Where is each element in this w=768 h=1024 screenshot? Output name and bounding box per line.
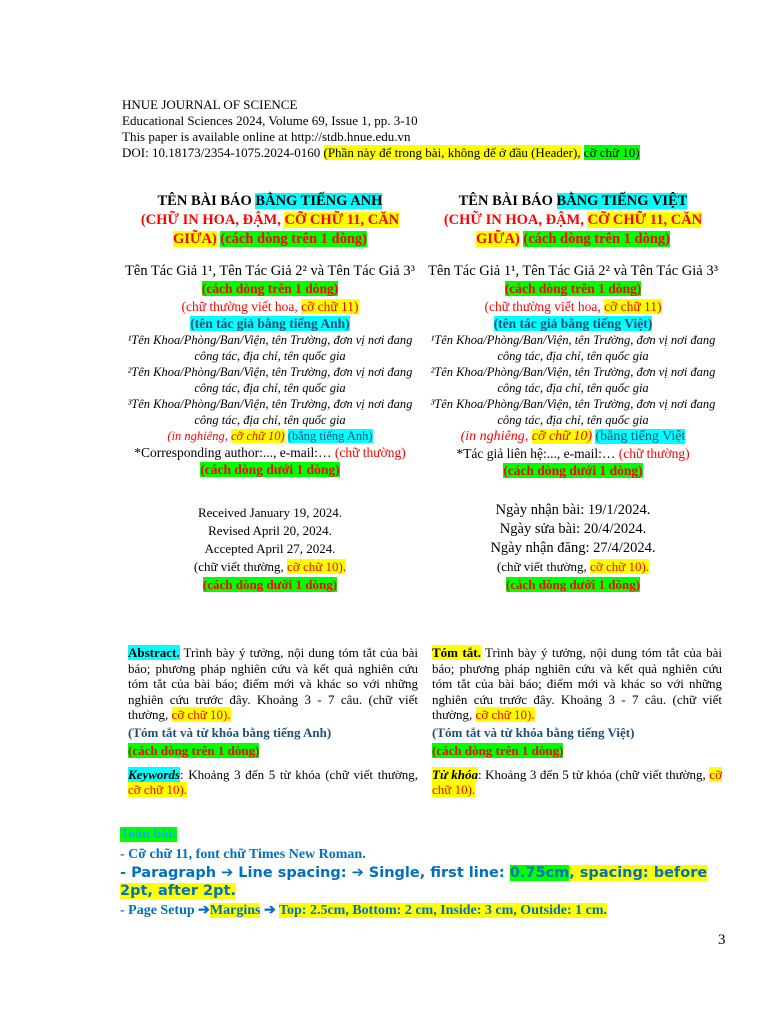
title-size: CỠ CHỮ 11, CĂN GIỮA) [172,212,400,247]
affiliation-lang: (bằng tiếng Việt [595,429,686,444]
title-text: TÊN BÀI BÁO [458,193,553,209]
authors-size: cỡ chữ 11) [604,299,662,314]
space-below-line [125,461,415,478]
dates-format-line [125,558,415,576]
paragraph-setting: - Paragraph ➔ Line spacing: ➔ Single, first line: [120,865,505,881]
abstract-size: cỡ chữ 10). [171,707,231,722]
date-received: Ngày nhận bài: 19/1/2024. [495,502,651,518]
abstract-label: Abstract. [128,645,180,660]
abstract-lang: (Tóm tắt và từ khóa bằng tiếng Anh) [128,724,332,740]
page-setup: - Page Setup ➔ [120,903,210,918]
arrow: ➔ [263,903,276,918]
title-lang: BẰNG TIẾNG ANH [255,193,383,209]
notes-font: - Cỡ chữ 11, font chữ Times New Roman. [120,847,366,862]
corresponding-author: *Corresponding author:..., e-mail:… [134,445,332,460]
affiliation-3: ³Tên Khoa/Phòng/Ban/Viện, tên Trường, đơn vị nơi đang công tác, địa chỉ, tên quốc gia [430,397,716,427]
notes-heading-line [120,826,740,844]
affiliation-size: cỡ chữ 10) [531,429,592,444]
corresponding-author: *Tác giả liên hệ:..., e-mail:… [456,446,616,461]
title-format: (CHỮ IN HOA, ĐẬM, [443,212,584,228]
vietnamese-abstract [432,645,722,798]
dates-note: (chữ viết thường, [193,559,284,574]
authors-note: (chữ thường viết hoa, [484,299,601,314]
dates-end: ). [338,559,347,574]
title-format: (CHỮ IN HOA, ĐẬM, [140,212,281,228]
abstract-size: cỡ chữ 10). [475,707,535,722]
authors-text: Tên Tác Giả 1¹, Tên Tác Giả 2² và Tên Tác Giả 3³ [125,263,415,279]
authors-lang-line [428,315,718,332]
dates-format-line [428,558,718,576]
abstract-lang-line [128,725,418,741]
vietnamese-column [428,192,718,594]
english-title [125,192,415,249]
keywords-line [432,767,722,798]
doi-size: cỡ chữ 10) [583,145,640,160]
keywords-size: cỡ chữ 10). [432,766,723,797]
date-received: Received January 19, 2024. [197,505,343,520]
english-authors [125,263,415,298]
title-size: CỠ CHỮ 11, CĂN GIỮA) [475,212,703,247]
affiliation-lang: (bằng tiếng Anh) [287,429,373,443]
abstract-lang-line [432,725,722,741]
authors-format-line [125,298,415,315]
affiliation-note: (in nghiêng, [460,429,529,444]
authors-lang: (tên tác giả bằng tiếng Anh) [190,316,350,331]
abstract-text: Trình bày ý tưởng, nội dung tóm tắt của bài báo; phương pháp nghiên cứu và kết quả nghiên cứu tóm tắt của bài báo; điểm mới và khác so với những nghiên cứu trước đây. Khoảng 3 - 7 câu. (chữ viết thường, [432,645,722,722]
english-column [125,192,415,594]
dates-space: (cách dòng dưới 1 dòng) [202,577,338,592]
affiliation-format-line [125,428,415,444]
keywords-size: cỡ chữ 10). [128,782,188,797]
corresponding-line [428,445,718,462]
journal-issue: Educational Sciences 2024, Volume 69, Issue 1, pp. 3-10 [122,113,418,128]
authors-spacing: (cách dòng trên 1 dòng) [504,281,642,296]
date-revised: Revised April 20, 2024. [208,523,332,538]
formatting-notes [120,826,740,922]
abstract-text: Trình bày ý tưởng, nội dung tóm tắt của bài báo; phương pháp nghiên cứu và kết quả nghiên cứu tóm tắt của bài báo; điểm mới và khác so với những nghiên cứu trước đây. Khoảng 3 - 7 câu. (chữ viết thường, [128,645,418,722]
affiliation-2: ²Tên Khoa/Phòng/Ban/Viện, tên Trường, đơn vị nơi đang công tác, địa chỉ, tên quốc gia [430,365,716,395]
dates-space: (cách dòng dưới 1 dòng) [505,577,641,592]
notes-paragraph [120,864,740,900]
authors-size: cỡ chữ 11) [301,299,359,314]
notes-heading: Toàn bài: [120,827,177,842]
corresponding-note: (chữ thường) [618,446,690,461]
notes-page-setup [120,900,740,922]
corresponding-line [125,444,415,461]
journal-header [122,97,742,161]
title-lang: BẰNG TIẾNG VIỆT [556,193,688,209]
spacing-setting: , spacing: before 2pt, after 2pt. [120,865,708,899]
affiliation-format-line [428,428,718,445]
journal-online: This paper is available online at http://stdb.hnue.edu.vn [122,129,411,144]
abstract-label: Tóm tắt. [432,645,481,660]
margins-values: Top: 2.5cm, Bottom: 2 cm, Inside: 3 cm, Outside: 1 cm. [278,903,608,918]
space-below-line [428,462,718,479]
keywords-label: Keywords [128,766,180,782]
margins-label: Margins [209,903,261,918]
date-revised: Ngày sửa bài: 20/4/2024. [499,521,647,537]
dates-size: cỡ chữ 10 [590,559,642,574]
corresponding-note: (chữ thường) [334,445,406,460]
doi-note: (Phần này để trong bài, không để ở đầu (Header), [323,145,581,160]
affiliation-1: ¹Tên Khoa/Phòng/Ban/Viện, tên Trường, đơn vị nơi đang công tác, địa chỉ, tên quốc gia [127,333,413,363]
abstract-space: (cách dòng trên 1 dòng) [128,743,260,758]
vietnamese-authors [428,263,718,298]
authors-lang-line [125,315,415,332]
abstract-space-line [432,743,722,759]
dates-size: cỡ chữ 10 [287,559,339,574]
affiliation-size: cỡ chữ 10) [230,429,285,443]
title-spacing: (cách dòng trên 1 dòng) [523,231,670,247]
page-number: 3 [718,932,726,948]
vietnamese-title [428,192,718,249]
authors-text: Tên Tác Giả 1¹, Tên Tác Giả 2² và Tên Tác Giả 3³ [428,263,718,279]
authors-spacing: (cách dòng trên 1 dòng) [201,281,339,296]
date-accepted: Accepted April 27, 2024. [204,541,336,556]
journal-name: HNUE JOURNAL OF SCIENCE [122,97,298,112]
space-below: (cách dòng dưới 1 dòng) [503,463,643,478]
date-accepted: Ngày nhận đăng: 27/4/2024. [490,540,656,556]
abstract-lang: (Tóm tắt và từ khóa bằng tiếng Việt) [432,724,635,740]
abstract-space-line [128,743,418,759]
abstract-paragraph [128,645,418,723]
dates-end: ). [641,559,650,574]
keywords-text: : Khoảng 3 đến 5 từ khóa (chữ viết thường, [478,766,706,782]
journal-doi-line [122,145,742,161]
affiliation-3: ³Tên Khoa/Phòng/Ban/Viện, tên Trường, đơn vị nơi đang công tác, địa chỉ, tên quốc gia [127,397,413,427]
authors-lang: (tên tác giả bằng tiếng Việt) [493,316,653,331]
dates-note: (chữ viết thường, [496,559,587,574]
keywords-text: : Khoảng 3 đến 5 từ khóa (chữ viết thường, [180,766,418,782]
dates-space-line [125,576,415,594]
dates-space-line [428,576,718,594]
first-line-indent: 0.75cm [509,865,570,881]
doi: DOI: 10.18173/2354-1075.2024-0160 [122,145,321,160]
space-below: (cách dòng dưới 1 dòng) [200,462,340,477]
title-spacing: (cách dòng trên 1 dòng) [220,231,367,247]
affiliation-1: ¹Tên Khoa/Phòng/Ban/Viện, tên Trường, đơn vị nơi đang công tác, địa chỉ, tên quốc gia [430,333,716,363]
abstract-paragraph [432,645,722,723]
keywords-line [128,767,418,798]
keywords-label: Từ khóa [432,766,479,782]
affiliation-2: ²Tên Khoa/Phòng/Ban/Viện, tên Trường, đơn vị nơi đang công tác, địa chỉ, tên quốc gia [127,365,413,395]
english-abstract [128,645,418,798]
title-text: TÊN BÀI BÁO [157,193,252,209]
authors-format-line [428,298,718,315]
affiliation-note: (in nghiêng, [167,429,228,443]
abstract-space: (cách dòng trên 1 dòng) [432,743,564,758]
authors-note: (chữ thường viết hoa, [181,299,298,314]
